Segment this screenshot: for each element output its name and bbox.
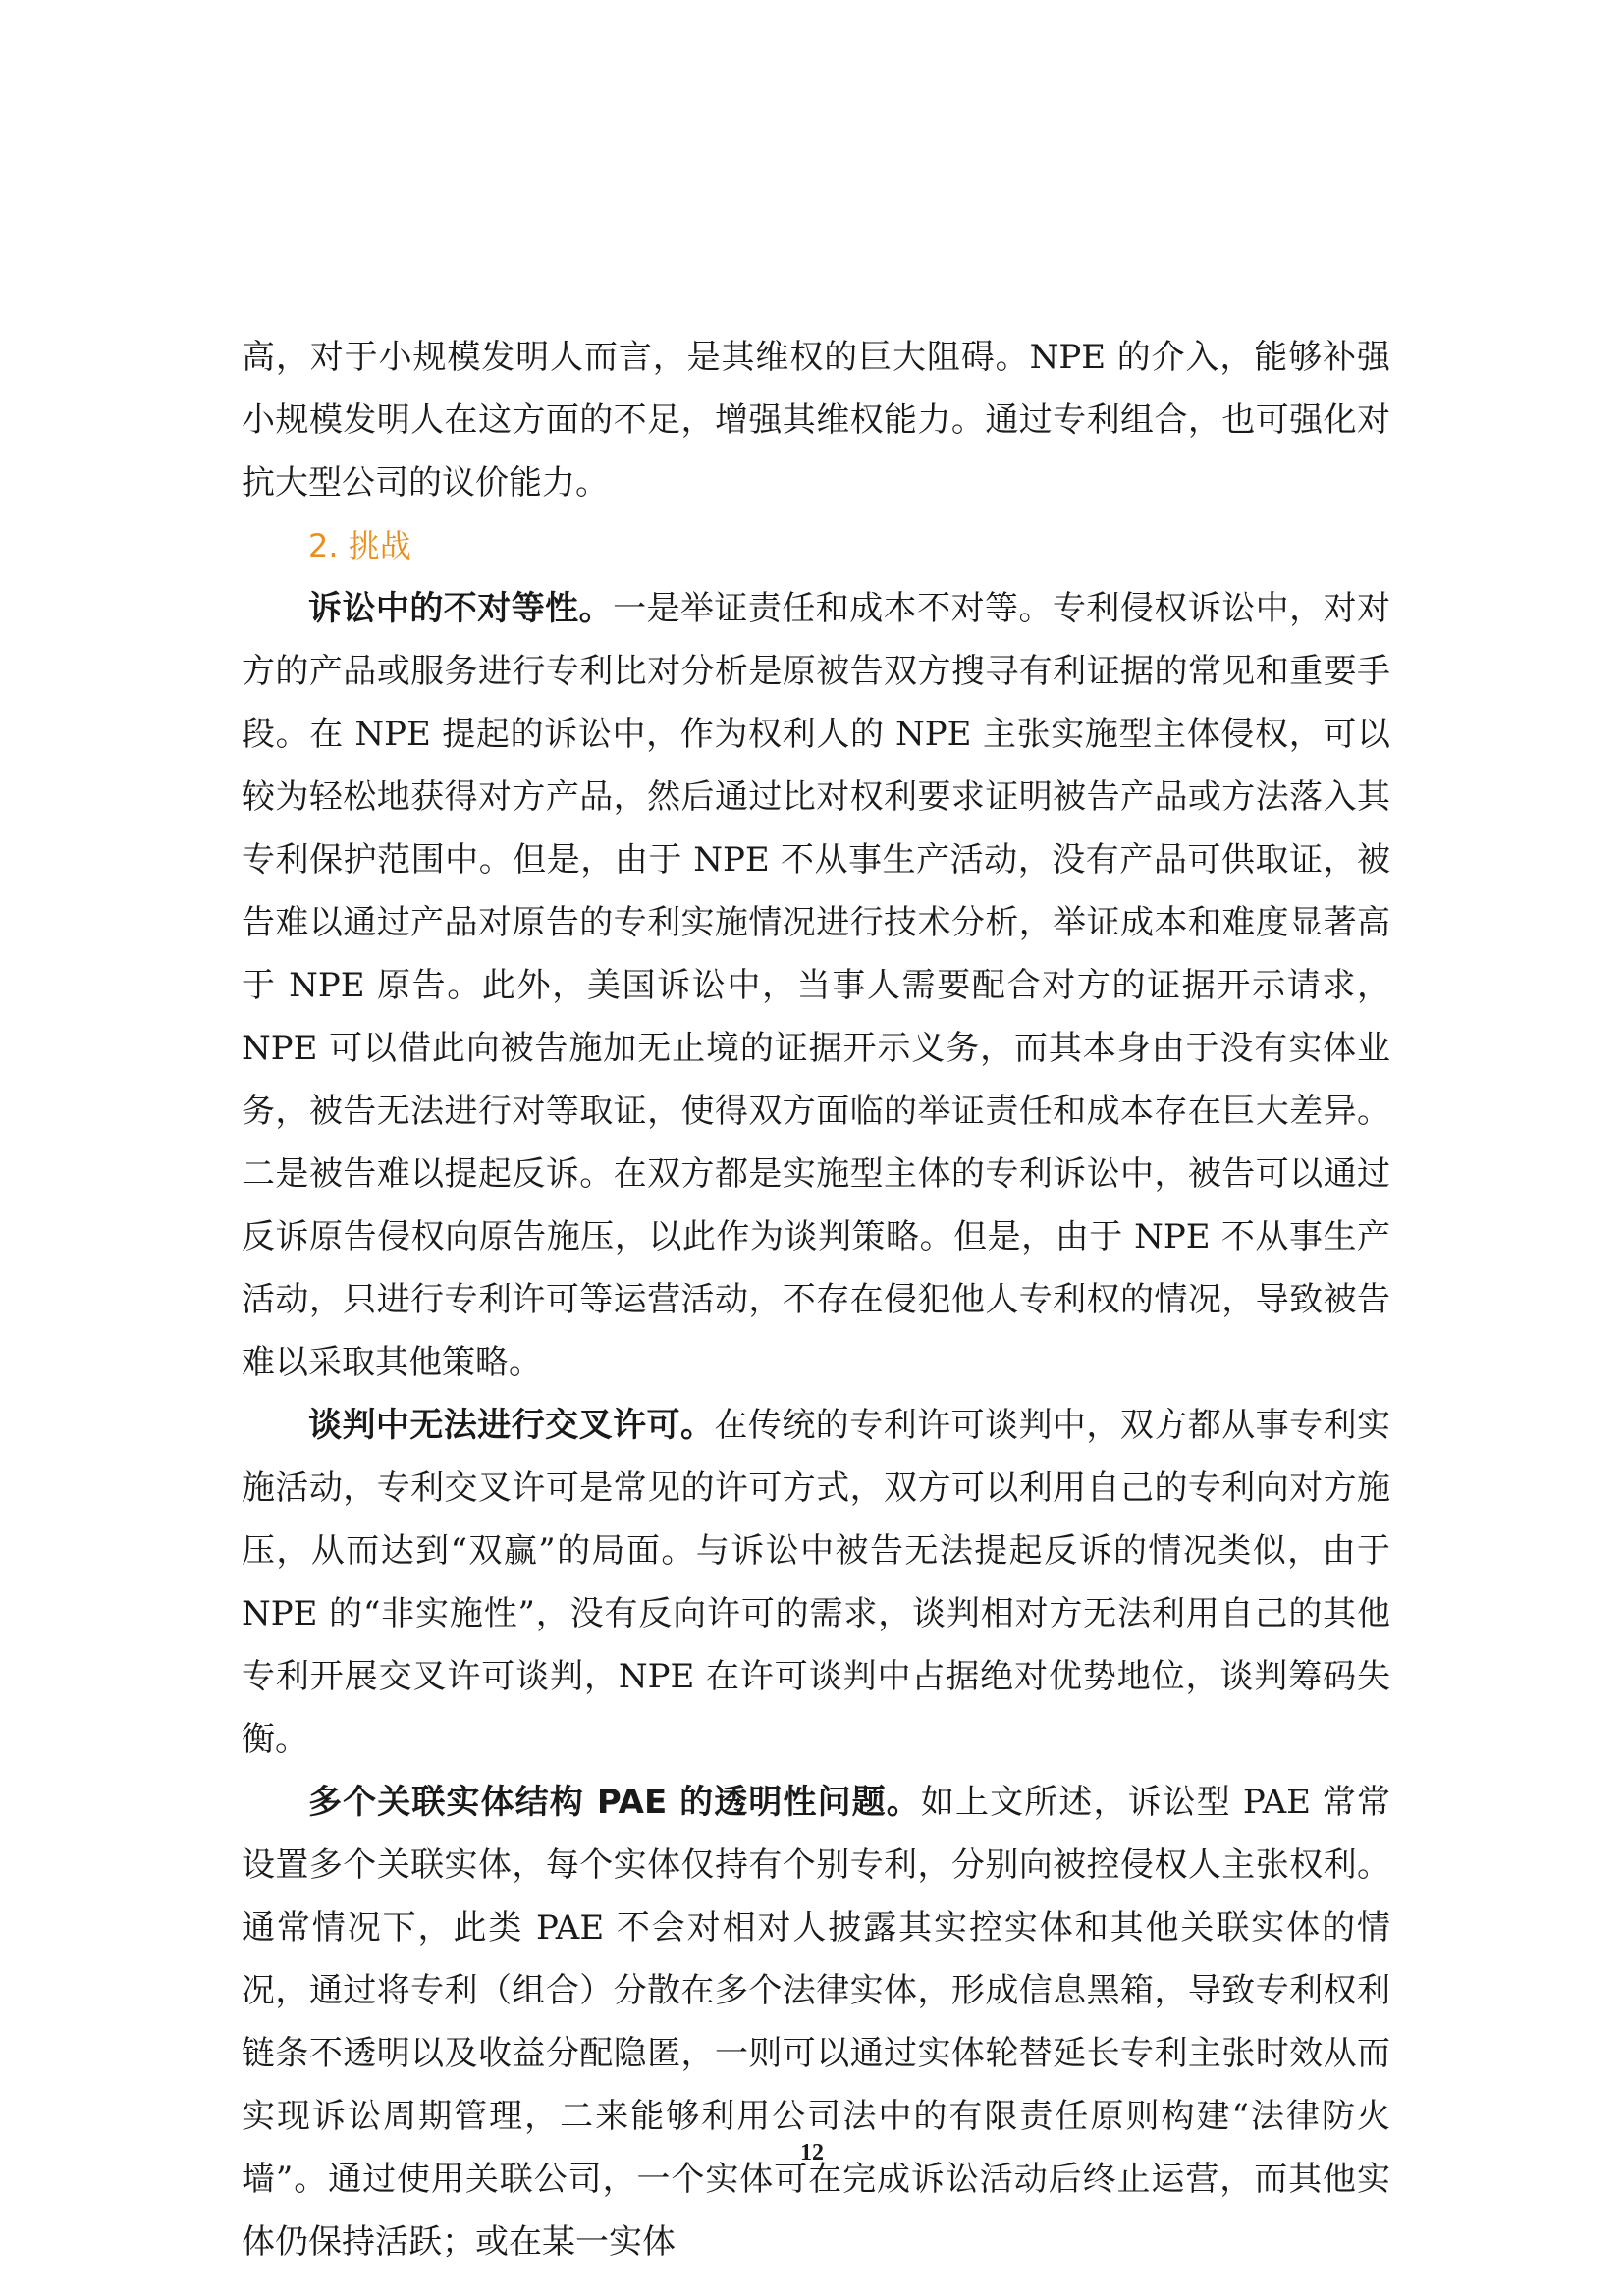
- paragraph-text: 高，对于小规模发明人而言，是其维权的巨大阻碍。NPE 的介入，能够补强小规模发明人在这方面的不足，增强其维权能力。通过专利组合，也可强化对抗大型公司的议价能力。: [242, 338, 1390, 503]
- paragraph-cross-license: [242, 1394, 1390, 1771]
- paragraph-lead: 谈判中无法进行交叉许可。: [308, 1406, 715, 1445]
- paragraph-lead: 诉讼中的不对等性。: [308, 589, 614, 628]
- page-number: 12: [800, 2140, 824, 2165]
- body-text: [242, 326, 1390, 2273]
- paragraph-litigation-asymmetry: [242, 577, 1390, 1394]
- paragraph-text: 在传统的专利许可谈判中，双方都从事专利实施活动，专利交叉许可是常见的许可方式，双方可以利用自己的专利向对方施压，从而达到“双赢”的局面。与诉讼中被告无法提起反诉的情况类似，由于 NPE 的“非实施性”，没有反向许可的需求，谈判相对方无法利用自己的其他专利开展交叉许可谈判，NPE 在许可谈判中占据绝对优势地位，谈判筹码失衡。: [242, 1406, 1391, 1759]
- paragraph-lead: 多个关联实体结构 PAE 的透明性问题。: [308, 1783, 921, 1822]
- paragraph-text: 如上文所述，诉讼型 PAE 常常设置多个关联实体，每个实体仅持有个别专利，分别向被控侵权人主张权利。通常情况下，此类 PAE 不会对相对人披露其实控实体和其他关联实体的情况，通过将专利（组合）分散在多个法律实体，形成信息黑箱，导致专利权利链条不透明以及收益分配隐匿，一则可以通过实体轮替延长专利主张时效从而实现诉讼周期管理，二来能够利用公司法中的有限责任原则构建“法律防火墙”。通过使用关联公司，一个实体可在完成诉讼活动后终止运营，而其他实体仍保持活跃；或在某一实体: [242, 1783, 1390, 2262]
- paragraph-text: 一是举证责任和成本不对等。专利侵权诉讼中，对对方的产品或服务进行专利比对分析是原被告双方搜寻有利证据的常见和重要手段。在 NPE 提起的诉讼中，作为权利人的 NPE 主张实施型主体侵权，可以较为轻松地获得对方产品，然后通过比对权利要求证明被告产品或方法落入其专利保护范围中。但是，由于 NPE 不从事生产活动，没有产品可供取证，被告难以通过产品对原告的专利实施情况进行技术分析，举证成本和难度显著高于 NPE 原告。此外，美国诉讼中，当事人需要配合对方的证据开示请求，NPE 可以借此向被告施加无止境的证据开示义务，而其本身由于没有实体业务，被告无法进行对等取证，使得双方面临的举证责任和成本存在巨大差异。二是被告难以提起反诉。在双方都是实施型主体的专利诉讼中，被告可以通过反诉原告侵权向原告施压，以此作为谈判策略。但是，由于 NPE 不从事生产活动，只进行专利许可等运营活动，不存在侵犯他人专利权的情况，导致被告难以采取其他策略。: [242, 589, 1391, 1382]
- paragraph-pae-transparency: [242, 1771, 1390, 2273]
- section-heading: 2. 挑战: [308, 527, 411, 564]
- paragraph-continuation: [242, 326, 1390, 514]
